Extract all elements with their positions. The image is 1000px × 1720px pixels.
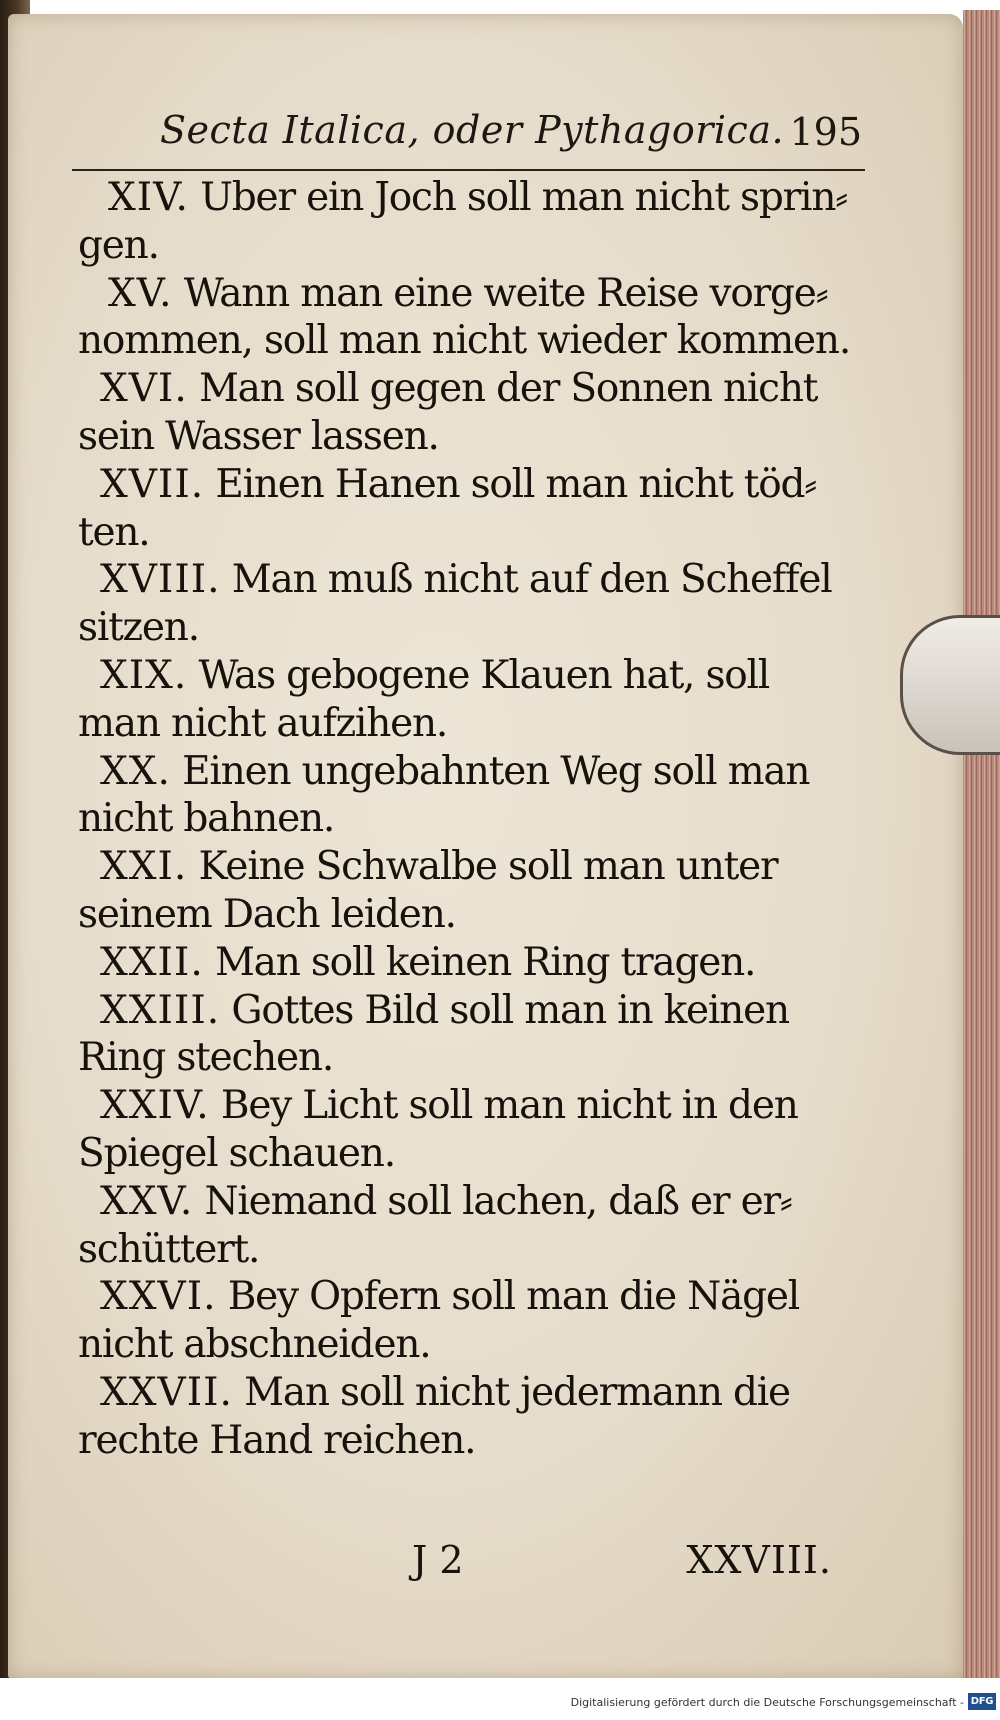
precept-continuation: ten. (78, 509, 150, 555)
precept-continuation: Ring stechen. (78, 1035, 334, 1081)
precept-continuation: seinem Dach leiden. (78, 891, 456, 937)
running-title: Secta Italica, oder Pythagorica. (160, 108, 785, 152)
page-edges (963, 10, 1000, 1678)
header-rule (72, 169, 865, 171)
page-number: 195 (789, 110, 862, 154)
precept-line: XXVII. Man soll nicht jedermann die (100, 1369, 790, 1415)
signature-mark: J 2 (412, 1538, 464, 1582)
precept-line: XVI. Man soll gegen der Sonnen nicht (100, 366, 818, 412)
precept-line: XIV. Uber ein Joch soll man nicht sprin⸗ (108, 175, 848, 220)
precept-line: XIX. Was gebogene Klauen hat, soll (100, 652, 770, 698)
page-footer (412, 1538, 852, 1598)
digitization-credit: Digitalisierung gefördert durch die Deutsche Forschungsgemeinschaft - (570, 1696, 964, 1709)
page-header (160, 108, 870, 164)
precept-continuation: schüttert. (78, 1226, 260, 1272)
precept-continuation: sein Wasser lassen. (78, 413, 439, 459)
precept-continuation: Spiegel schauen. (78, 1130, 395, 1176)
precept-line: XXII. Man soll keinen Ring tragen. (100, 939, 756, 985)
precept-line: XVIII. Man muß nicht auf den Scheffel (100, 557, 832, 603)
dfg-logo: DFG (968, 1693, 996, 1710)
precept-continuation: gen. (78, 222, 159, 268)
precept-line: XXIV. Bey Licht soll man nicht in den (100, 1083, 798, 1129)
precept-continuation: sitzen. (78, 605, 199, 651)
precept-continuation: nommen, soll man nicht wieder kommen. (78, 318, 851, 364)
precept-continuation: man nicht aufzihen. (78, 700, 448, 746)
precept-continuation: rechte Hand reichen. (78, 1417, 476, 1463)
precept-continuation: nicht abschneiden. (78, 1322, 431, 1368)
body-text (78, 174, 868, 1465)
precept-line: XXV. Niemand soll lachen, daß er er⸗ (100, 1178, 792, 1224)
precept-line: XXIII. Gottes Bild soll man in keinen (100, 987, 789, 1033)
precept-line: XX. Einen ungebahnten Weg soll man (100, 748, 810, 794)
precept-line: XXVI. Bey Opfern soll man die Nägel (100, 1274, 800, 1320)
precept-line: XV. Wann man eine weite Reise vorge⸗ (108, 270, 828, 316)
precept-continuation: nicht bahnen. (78, 796, 335, 842)
precept-line: XVII. Einen Hanen soll man nicht töd⸗ (100, 461, 817, 507)
catchword: XXVIII. (686, 1538, 832, 1582)
precept-line: XXI. Keine Schwalbe soll man unter (100, 844, 778, 890)
page-clip (900, 615, 1000, 755)
